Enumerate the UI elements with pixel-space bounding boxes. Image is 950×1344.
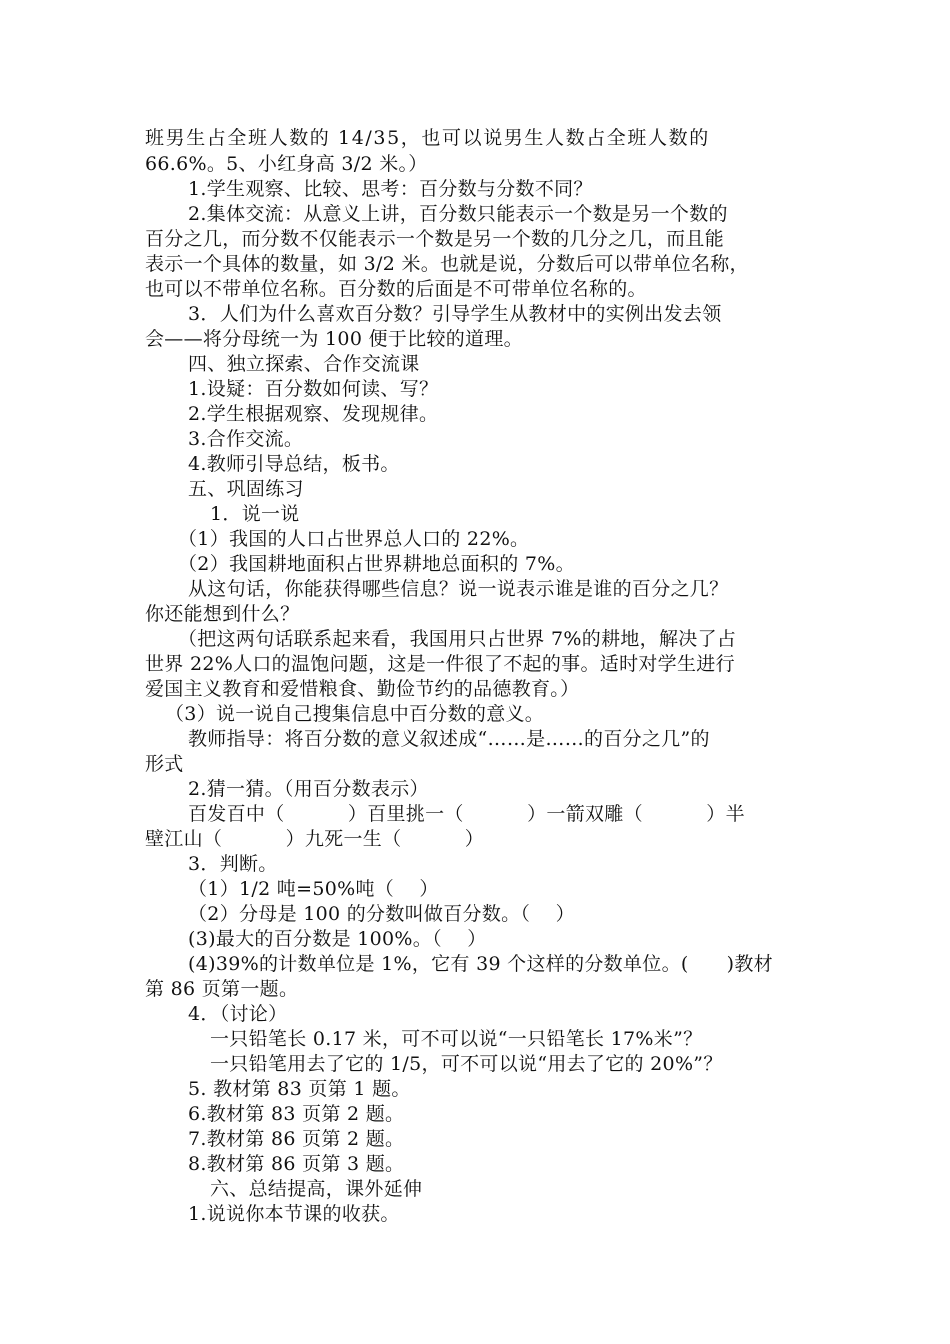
text-line: 世界 22%人口的温饱问题，这是一件很了不起的事。适时对学生进行 bbox=[145, 653, 735, 675]
text-line: 百分之几，而分数不仅能表示一个数是另一个数的几分之几，而且能 bbox=[145, 228, 725, 250]
text-line: 4.教师引导总结，板书。 bbox=[188, 453, 400, 475]
text-line: （2）分母是 100 的分数叫做百分数。（ ） bbox=[188, 903, 575, 925]
text-line: 5. 教材第 83 页第 1 题。 bbox=[188, 1078, 411, 1100]
text-line: 2.学生根据观察、发现规律。 bbox=[188, 403, 439, 425]
text-line: 1.设疑：百分数如何读、写？ bbox=[188, 378, 439, 400]
text-line: （1）1/2 吨=50%吨（ ） bbox=[188, 878, 439, 900]
text-line: 你还能想到什么？ bbox=[145, 603, 300, 625]
text-line: 壁江山（ ）九死一生（ ） bbox=[145, 828, 485, 850]
text-line: 班男生占全班人数的 14/35，也可以说男生人数占全班人数的 bbox=[145, 127, 710, 149]
text-line: (4)39%的计数单位是 1%，它有 39 个这样的分数单位。( )教材 bbox=[188, 953, 773, 975]
text-line: （3）说一说自己搜集信息中百分数的意义。 bbox=[165, 703, 545, 725]
text-line: 表示一个具体的数量，如 3/2 米。也就是说，分数后可以带单位名称， bbox=[145, 253, 749, 275]
text-line: 1.学生观察、比较、思考：百分数与分数不同？ bbox=[188, 178, 593, 200]
text-line: 第 86 页第一题。 bbox=[145, 978, 299, 1000]
text-line: 教师指导：将百分数的意义叙述成“……是……的百分之几”的 bbox=[188, 728, 710, 750]
text-line: 一只铅笔长 0.17 米，可不可以说“一只铅笔长 17%米”？ bbox=[210, 1028, 703, 1050]
text-line: 1．说一说 bbox=[210, 503, 300, 525]
text-line: 8.教材第 86 页第 3 题。 bbox=[188, 1153, 405, 1175]
text-line: 7.教材第 86 页第 2 题。 bbox=[188, 1128, 405, 1150]
text-line: 4．（讨论） bbox=[188, 1003, 288, 1025]
text-line: 3．判断。 bbox=[188, 853, 278, 875]
text-line: 从这句话，你能获得哪些信息？说一说表示谁是谁的百分之几？ bbox=[188, 578, 729, 600]
section-heading: 四、独立探索、合作交流课 bbox=[188, 353, 420, 375]
text-line: 形式 bbox=[145, 753, 184, 775]
text-line: 6.教材第 83 页第 2 题。 bbox=[188, 1103, 405, 1125]
text-line: （把这两句话联系起来看，我国用只占世界 7%的耕地，解决了占 bbox=[178, 628, 737, 650]
text-line: 2.猜一猜。（用百分数表示） bbox=[188, 778, 429, 800]
text-line: 3．人们为什么喜欢百分数？引导学生从教材中的实例出发去领 bbox=[188, 303, 722, 325]
text-line: 一只铅笔用去了它的 1/5，可不可以说“用去了它的 20%”？ bbox=[210, 1053, 723, 1075]
text-line: 会——将分母统一为 100 便于比较的道理。 bbox=[145, 328, 523, 350]
text-line: 66.6%。5、小红身高 3/2 米。） bbox=[145, 153, 428, 175]
text-line: 也可以不带单位名称。百分数的后面是不可带单位名称的。 bbox=[145, 278, 647, 300]
text-line: 百发百中（ ）百里挑一（ ）一箭双雕（ ）半 bbox=[188, 803, 745, 825]
section-heading: 六、总结提高，课外延伸 bbox=[210, 1178, 423, 1200]
section-heading: 五、巩固练习 bbox=[188, 478, 304, 500]
text-line: (3)最大的百分数是 100%。（ ） bbox=[188, 928, 487, 950]
text-line: 1.说说你本节课的收获。 bbox=[188, 1203, 400, 1225]
text-line: 2.集体交流：从意义上讲，百分数只能表示一个数是另一个数的 bbox=[188, 203, 728, 225]
text-line: 3.合作交流。 bbox=[188, 428, 304, 450]
text-line: （1）我国的人口占世界总人口的 22%。 bbox=[178, 528, 530, 550]
text-line: 爱国主义教育和爱惜粮食、勤俭节约的品德教育。） bbox=[145, 678, 580, 700]
text-line: （2）我国耕地面积占世界耕地总面积的 7%。 bbox=[178, 553, 575, 575]
